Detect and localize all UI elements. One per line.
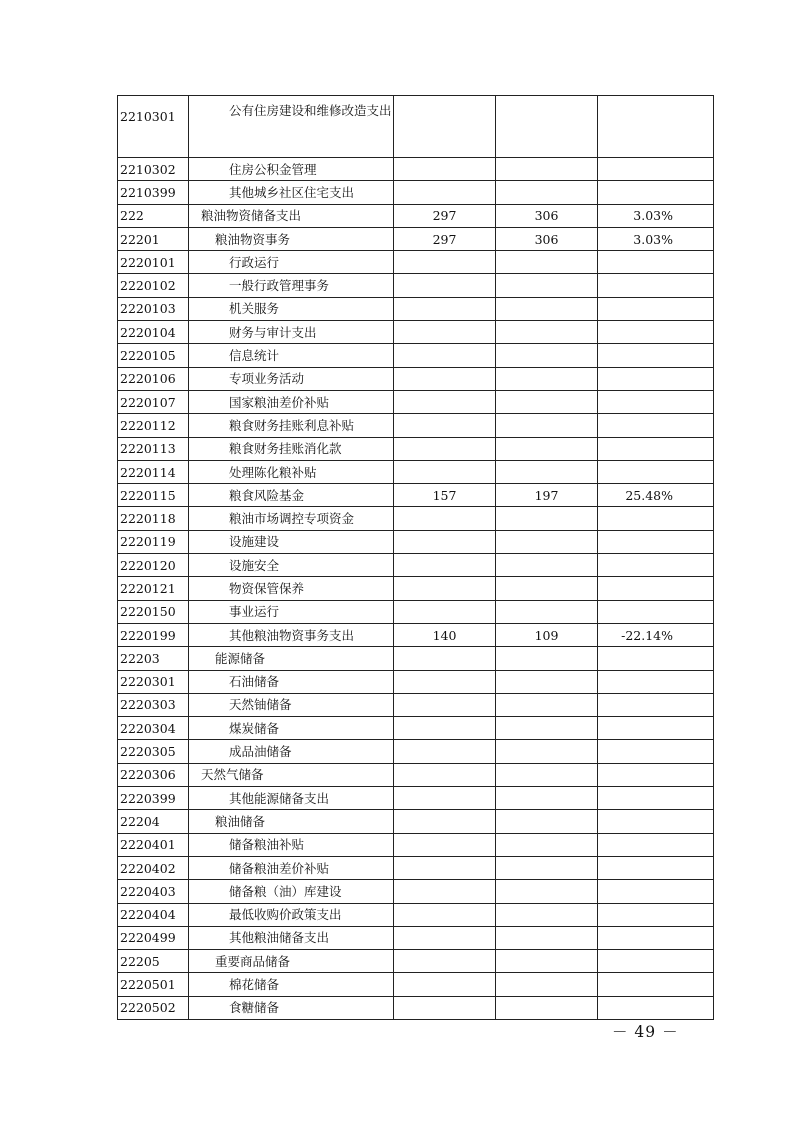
table-row [118, 693, 714, 716]
subject-name-text: 储备粮（油）库建设 [229, 883, 342, 899]
current-year-amount-cell [496, 856, 598, 879]
current-year-amount-cell [496, 787, 598, 810]
current-year-amount-cell [496, 810, 598, 833]
subject-name-cell [189, 717, 394, 740]
prior-year-amount-cell [394, 903, 496, 926]
subject-code-cell: 222 [118, 204, 189, 227]
subject-name-text: 住房公积金管理 [229, 161, 317, 177]
table-body [118, 96, 714, 1020]
subject-name-cell [189, 647, 394, 670]
change-rate-cell [598, 274, 714, 297]
subject-name-cell [189, 321, 394, 344]
subject-name-text: 专项业务活动 [229, 371, 305, 387]
subject-name-text: 粮食风险基金 [229, 487, 305, 503]
subject-name-cell [189, 204, 394, 227]
table-row [118, 344, 714, 367]
change-rate-cell [598, 856, 714, 879]
subject-name-cell [189, 96, 394, 158]
table-row [118, 810, 714, 833]
table-row [118, 950, 714, 973]
prior-year-amount-cell: 297 [394, 204, 496, 227]
prior-year-amount-cell [394, 460, 496, 483]
change-rate-cell: 3.03% [598, 204, 714, 227]
prior-year-amount-cell: 157 [394, 484, 496, 507]
subject-name-text: 信息统计 [229, 348, 280, 364]
subject-code-cell: 2220499 [118, 926, 189, 949]
current-year-amount-cell [496, 344, 598, 367]
subject-name-text: 设施建设 [229, 534, 280, 550]
current-year-amount-cell [496, 950, 598, 973]
current-year-amount-cell [496, 903, 598, 926]
subject-name-cell [189, 227, 394, 250]
change-rate-cell [598, 414, 714, 437]
current-year-amount-cell [496, 577, 598, 600]
table-row [118, 297, 714, 320]
current-year-amount-cell [496, 740, 598, 763]
current-year-amount-cell [496, 717, 598, 740]
subject-code-cell: 2220303 [118, 693, 189, 716]
change-rate-cell [598, 158, 714, 181]
table-row [118, 973, 714, 996]
prior-year-amount-cell [394, 670, 496, 693]
subject-name-text: 成品油储备 [229, 744, 292, 760]
table-row [118, 460, 714, 483]
prior-year-amount-cell [394, 833, 496, 856]
prior-year-amount-cell [394, 763, 496, 786]
current-year-amount-cell [496, 96, 598, 158]
table-row [118, 321, 714, 344]
subject-name-cell [189, 437, 394, 460]
table-row [118, 856, 714, 879]
current-year-amount-cell [496, 996, 598, 1019]
page-number: － 49 － [612, 1023, 679, 1041]
subject-code-cell: 2220301 [118, 670, 189, 693]
subject-name-text: 棉花储备 [229, 977, 280, 993]
table-row [118, 181, 714, 204]
current-year-amount-cell [496, 554, 598, 577]
subject-name-cell [189, 274, 394, 297]
current-year-amount-cell [496, 763, 598, 786]
subject-name-cell [189, 554, 394, 577]
subject-code-cell: 22203 [118, 647, 189, 670]
subject-name-cell [189, 833, 394, 856]
prior-year-amount-cell [394, 96, 496, 158]
subject-name-cell [189, 926, 394, 949]
subject-name-cell [189, 181, 394, 204]
current-year-amount-cell [496, 297, 598, 320]
subject-code-cell: 2220103 [118, 297, 189, 320]
current-year-amount-cell [496, 460, 598, 483]
subject-code-cell: 2220305 [118, 740, 189, 763]
subject-code-cell: 2220121 [118, 577, 189, 600]
current-year-amount-cell [496, 600, 598, 623]
subject-name-text: 财务与审计支出 [229, 324, 317, 340]
change-rate-cell [598, 670, 714, 693]
prior-year-amount-cell [394, 251, 496, 274]
change-rate-cell [598, 740, 714, 763]
prior-year-amount-cell [394, 996, 496, 1019]
change-rate-cell [598, 810, 714, 833]
change-rate-cell [598, 251, 714, 274]
subject-code-cell: 2220199 [118, 623, 189, 646]
change-rate-cell: 25.48% [598, 484, 714, 507]
subject-code-cell: 2220112 [118, 414, 189, 437]
change-rate-cell [598, 181, 714, 204]
subject-code-cell: 2220502 [118, 996, 189, 1019]
change-rate-cell [598, 926, 714, 949]
subject-name-text: 设施安全 [229, 557, 280, 573]
prior-year-amount-cell [394, 390, 496, 413]
change-rate-cell [598, 367, 714, 390]
subject-code-cell: 22205 [118, 950, 189, 973]
prior-year-amount-cell: 140 [394, 623, 496, 646]
current-year-amount-cell [496, 973, 598, 996]
subject-name-text: 最低收购价政策支出 [229, 907, 342, 923]
subject-name-text: 其他粮油物资事务支出 [229, 627, 355, 643]
current-year-amount-cell [496, 926, 598, 949]
subject-code-cell: 2220501 [118, 973, 189, 996]
subject-name-cell [189, 623, 394, 646]
subject-code-cell: 22204 [118, 810, 189, 833]
table-row [118, 274, 714, 297]
change-rate-cell [598, 600, 714, 623]
table-row [118, 96, 714, 158]
subject-name-cell [189, 670, 394, 693]
prior-year-amount-cell [394, 274, 496, 297]
prior-year-amount-cell [394, 554, 496, 577]
subject-name-cell [189, 344, 394, 367]
subject-name-cell [189, 880, 394, 903]
subject-name-cell [189, 297, 394, 320]
prior-year-amount-cell [394, 973, 496, 996]
table-row [118, 507, 714, 530]
subject-name-cell [189, 507, 394, 530]
subject-name-cell [189, 903, 394, 926]
budget-expenditure-table [117, 95, 714, 1020]
change-rate-cell [598, 460, 714, 483]
change-rate-cell: -22.14% [598, 623, 714, 646]
subject-code-cell: 2220401 [118, 833, 189, 856]
current-year-amount-cell [496, 833, 598, 856]
table-row [118, 390, 714, 413]
current-year-amount-cell: 197 [496, 484, 598, 507]
table-row [118, 903, 714, 926]
change-rate-cell [598, 787, 714, 810]
prior-year-amount-cell [394, 297, 496, 320]
current-year-amount-cell [496, 321, 598, 344]
subject-code-cell: 2220114 [118, 460, 189, 483]
prior-year-amount-cell [394, 530, 496, 553]
subject-code-cell: 2210399 [118, 181, 189, 204]
table-row [118, 227, 714, 250]
subject-name-cell [189, 251, 394, 274]
subject-code-cell: 2220113 [118, 437, 189, 460]
prior-year-amount-cell [394, 577, 496, 600]
prior-year-amount-cell [394, 810, 496, 833]
change-rate-cell [598, 880, 714, 903]
subject-name-cell [189, 158, 394, 181]
subject-name-cell [189, 530, 394, 553]
subject-name-text: 一般行政管理事务 [229, 278, 330, 294]
subject-name-cell [189, 950, 394, 973]
current-year-amount-cell: 306 [496, 204, 598, 227]
change-rate-cell [598, 390, 714, 413]
change-rate-cell [598, 693, 714, 716]
current-year-amount-cell [496, 693, 598, 716]
subject-name-text: 行政运行 [229, 254, 280, 270]
subject-code-cell: 2220115 [118, 484, 189, 507]
change-rate-cell [598, 437, 714, 460]
prior-year-amount-cell [394, 787, 496, 810]
subject-name-text: 其他城乡社区住宅支出 [229, 184, 355, 200]
subject-name-cell [189, 390, 394, 413]
table-row [118, 204, 714, 227]
prior-year-amount-cell [394, 693, 496, 716]
subject-code-cell: 22201 [118, 227, 189, 250]
prior-year-amount-cell [394, 950, 496, 973]
current-year-amount-cell [496, 647, 598, 670]
subject-code-cell: 2220306 [118, 763, 189, 786]
change-rate-cell [598, 763, 714, 786]
subject-code-cell: 2220404 [118, 903, 189, 926]
change-rate-cell [598, 530, 714, 553]
change-rate-cell [598, 344, 714, 367]
current-year-amount-cell [496, 251, 598, 274]
table-row [118, 623, 714, 646]
change-rate-cell [598, 996, 714, 1019]
subject-name-text: 粮油物资事务 [215, 231, 291, 247]
table-row [118, 833, 714, 856]
subject-code-cell: 2220101 [118, 251, 189, 274]
prior-year-amount-cell [394, 414, 496, 437]
current-year-amount-cell [496, 181, 598, 204]
subject-name-cell [189, 856, 394, 879]
subject-name-cell [189, 810, 394, 833]
subject-code-cell: 2220403 [118, 880, 189, 903]
current-year-amount-cell: 109 [496, 623, 598, 646]
prior-year-amount-cell [394, 158, 496, 181]
subject-name-text: 能源储备 [215, 650, 266, 666]
table-row [118, 670, 714, 693]
subject-code-cell: 2210302 [118, 158, 189, 181]
subject-code-cell: 2220104 [118, 321, 189, 344]
subject-name-text: 处理陈化粮补贴 [229, 464, 317, 480]
subject-name-cell [189, 577, 394, 600]
table-row [118, 367, 714, 390]
subject-name-text: 其他能源储备支出 [229, 790, 330, 806]
table-row [118, 554, 714, 577]
subject-name-cell [189, 693, 394, 716]
change-rate-cell [598, 297, 714, 320]
subject-name-text: 公有住房建设和维修改造支出 [229, 103, 392, 118]
subject-name-text: 物资保管保养 [229, 580, 305, 596]
change-rate-cell [598, 973, 714, 996]
subject-name-text: 粮油储备 [215, 813, 266, 829]
subject-name-cell [189, 414, 394, 437]
subject-name-text: 其他粮油储备支出 [229, 930, 330, 946]
change-rate-cell [598, 554, 714, 577]
change-rate-cell [598, 717, 714, 740]
change-rate-cell [598, 321, 714, 344]
change-rate-cell [598, 903, 714, 926]
subject-name-text: 煤炭储备 [229, 720, 280, 736]
current-year-amount-cell [496, 437, 598, 460]
subject-code-cell: 2220106 [118, 367, 189, 390]
subject-name-text: 机关服务 [229, 301, 280, 317]
change-rate-cell [598, 507, 714, 530]
subject-name-text: 粮食财务挂账利息补贴 [229, 417, 355, 433]
subject-code-cell: 2220120 [118, 554, 189, 577]
table-row [118, 251, 714, 274]
prior-year-amount-cell [394, 507, 496, 530]
current-year-amount-cell [496, 367, 598, 390]
current-year-amount-cell [496, 414, 598, 437]
subject-name-cell [189, 740, 394, 763]
change-rate-cell [598, 577, 714, 600]
subject-name-text: 天然铀储备 [229, 697, 292, 713]
subject-code-cell: 2220119 [118, 530, 189, 553]
table-row [118, 717, 714, 740]
current-year-amount-cell [496, 158, 598, 181]
subject-code-cell: 2220107 [118, 390, 189, 413]
prior-year-amount-cell [394, 880, 496, 903]
subject-name-text: 粮食财务挂账消化款 [229, 441, 342, 457]
subject-name-text: 粮油物资储备支出 [201, 208, 302, 224]
subject-name-cell [189, 787, 394, 810]
subject-name-text: 事业运行 [229, 604, 280, 620]
subject-name-text: 食糖储备 [229, 1000, 280, 1016]
subject-name-cell [189, 484, 394, 507]
prior-year-amount-cell [394, 344, 496, 367]
table-row [118, 880, 714, 903]
prior-year-amount-cell [394, 600, 496, 623]
current-year-amount-cell: 306 [496, 227, 598, 250]
prior-year-amount-cell [394, 367, 496, 390]
current-year-amount-cell [496, 507, 598, 530]
subject-code-cell: 2220105 [118, 344, 189, 367]
change-rate-cell [598, 833, 714, 856]
table-row [118, 647, 714, 670]
current-year-amount-cell [496, 274, 598, 297]
current-year-amount-cell [496, 390, 598, 413]
subject-code-cell: 2220402 [118, 856, 189, 879]
subject-name-text: 粮油市场调控专项资金 [229, 511, 355, 527]
subject-name-cell [189, 460, 394, 483]
subject-name-text: 重要商品储备 [215, 953, 291, 969]
table-row [118, 484, 714, 507]
current-year-amount-cell [496, 670, 598, 693]
table-row [118, 530, 714, 553]
table-row [118, 414, 714, 437]
subject-code-cell: 2220304 [118, 717, 189, 740]
subject-name-text: 天然气储备 [201, 767, 264, 783]
change-rate-cell [598, 950, 714, 973]
table-row [118, 763, 714, 786]
prior-year-amount-cell: 297 [394, 227, 496, 250]
subject-code-cell: 2210301 [118, 96, 189, 158]
subject-code-cell: 2220118 [118, 507, 189, 530]
subject-name-cell [189, 367, 394, 390]
subject-name-cell [189, 763, 394, 786]
change-rate-cell [598, 647, 714, 670]
table-row [118, 158, 714, 181]
prior-year-amount-cell [394, 856, 496, 879]
subject-code-cell: 2220399 [118, 787, 189, 810]
table-row [118, 787, 714, 810]
current-year-amount-cell [496, 530, 598, 553]
prior-year-amount-cell [394, 647, 496, 670]
subject-name-text: 储备粮油补贴 [229, 837, 305, 853]
subject-name-text: 国家粮油差价补贴 [229, 394, 330, 410]
table-row [118, 926, 714, 949]
table-row [118, 577, 714, 600]
table-row [118, 740, 714, 763]
prior-year-amount-cell [394, 717, 496, 740]
prior-year-amount-cell [394, 740, 496, 763]
subject-name-text: 储备粮油差价补贴 [229, 860, 330, 876]
subject-name-cell [189, 973, 394, 996]
subject-name-cell [189, 996, 394, 1019]
change-rate-cell [598, 96, 714, 158]
table-row [118, 437, 714, 460]
prior-year-amount-cell [394, 321, 496, 344]
table-row [118, 600, 714, 623]
prior-year-amount-cell [394, 437, 496, 460]
subject-code-cell: 2220102 [118, 274, 189, 297]
subject-code-cell: 2220150 [118, 600, 189, 623]
prior-year-amount-cell [394, 926, 496, 949]
prior-year-amount-cell [394, 181, 496, 204]
table-row [118, 996, 714, 1019]
current-year-amount-cell [496, 880, 598, 903]
subject-name-cell [189, 600, 394, 623]
subject-name-text: 石油储备 [229, 674, 280, 690]
change-rate-cell: 3.03% [598, 227, 714, 250]
